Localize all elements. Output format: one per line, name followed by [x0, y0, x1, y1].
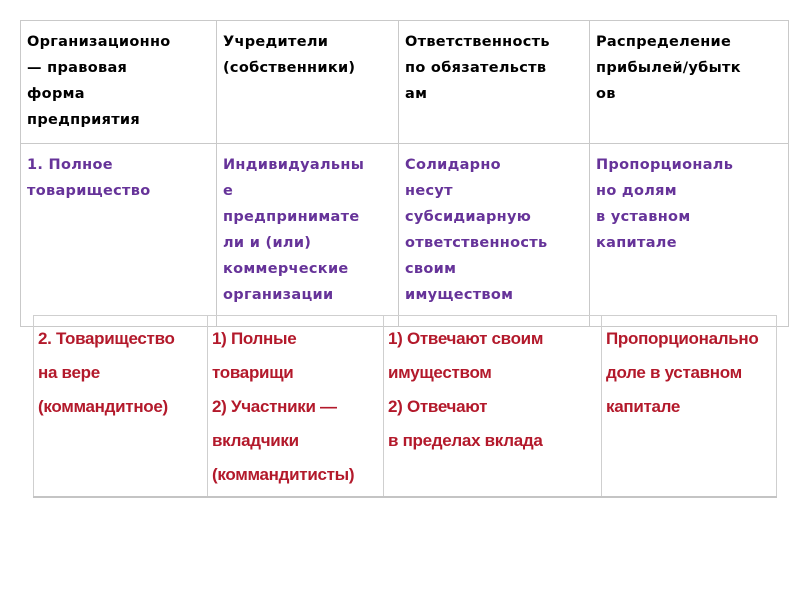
row2-liability: 1) Отвечают своим имуществом 2) Отвечают в пределах вклада: [388, 329, 544, 450]
row1-profit-distribution: Пропорциональ но долям в уставном капитале: [596, 157, 734, 251]
header-founders: Учредители (собственники): [223, 34, 356, 76]
row2-cell-legal-form: [34, 316, 208, 498]
table-row: [21, 144, 789, 327]
row2-legal-form: 2. Товарищество на вере (коммандитное): [38, 329, 175, 416]
table-row: [34, 316, 777, 498]
header-liability: Ответственность по обязательств ам: [405, 34, 550, 102]
row2-cell-liability: [384, 316, 602, 498]
table-header-row: [21, 21, 789, 144]
row1-cell-legal-form: [21, 144, 217, 327]
header-cell-founders: [217, 21, 399, 144]
table-limited-partnership: [33, 315, 777, 498]
header-legal-form: Организационно — правовая форма предприятия: [27, 34, 171, 128]
header-profit-distribution: Распределение прибылей/убытк ов: [596, 34, 741, 102]
row2-cell-profit-distribution: [602, 316, 777, 498]
row1-cell-founders: [217, 144, 399, 327]
row2-cell-founders: [208, 316, 384, 498]
row1-legal-form: 1. Полное товарищество: [27, 157, 151, 199]
row1-cell-profit-distribution: [590, 144, 789, 327]
row1-founders: Индивидуальны е предпринимате ли и (или) коммерческие организации: [223, 157, 365, 303]
header-cell-legal-form: [21, 21, 217, 144]
row1-cell-liability: [399, 144, 590, 327]
header-cell-profit-distribution: [590, 21, 789, 144]
row1-liability: Солидарно несут субсидиарную ответственность своим имуществом: [405, 157, 548, 303]
header-cell-liability: [399, 21, 590, 144]
row2-founders: 1) Полные товарищи 2) Участники — вкладчики (коммандитисты): [212, 329, 355, 484]
row2-profit-distribution: Пропорционально доле в уставном капитале: [606, 329, 759, 416]
table-legal-forms: [20, 20, 789, 327]
